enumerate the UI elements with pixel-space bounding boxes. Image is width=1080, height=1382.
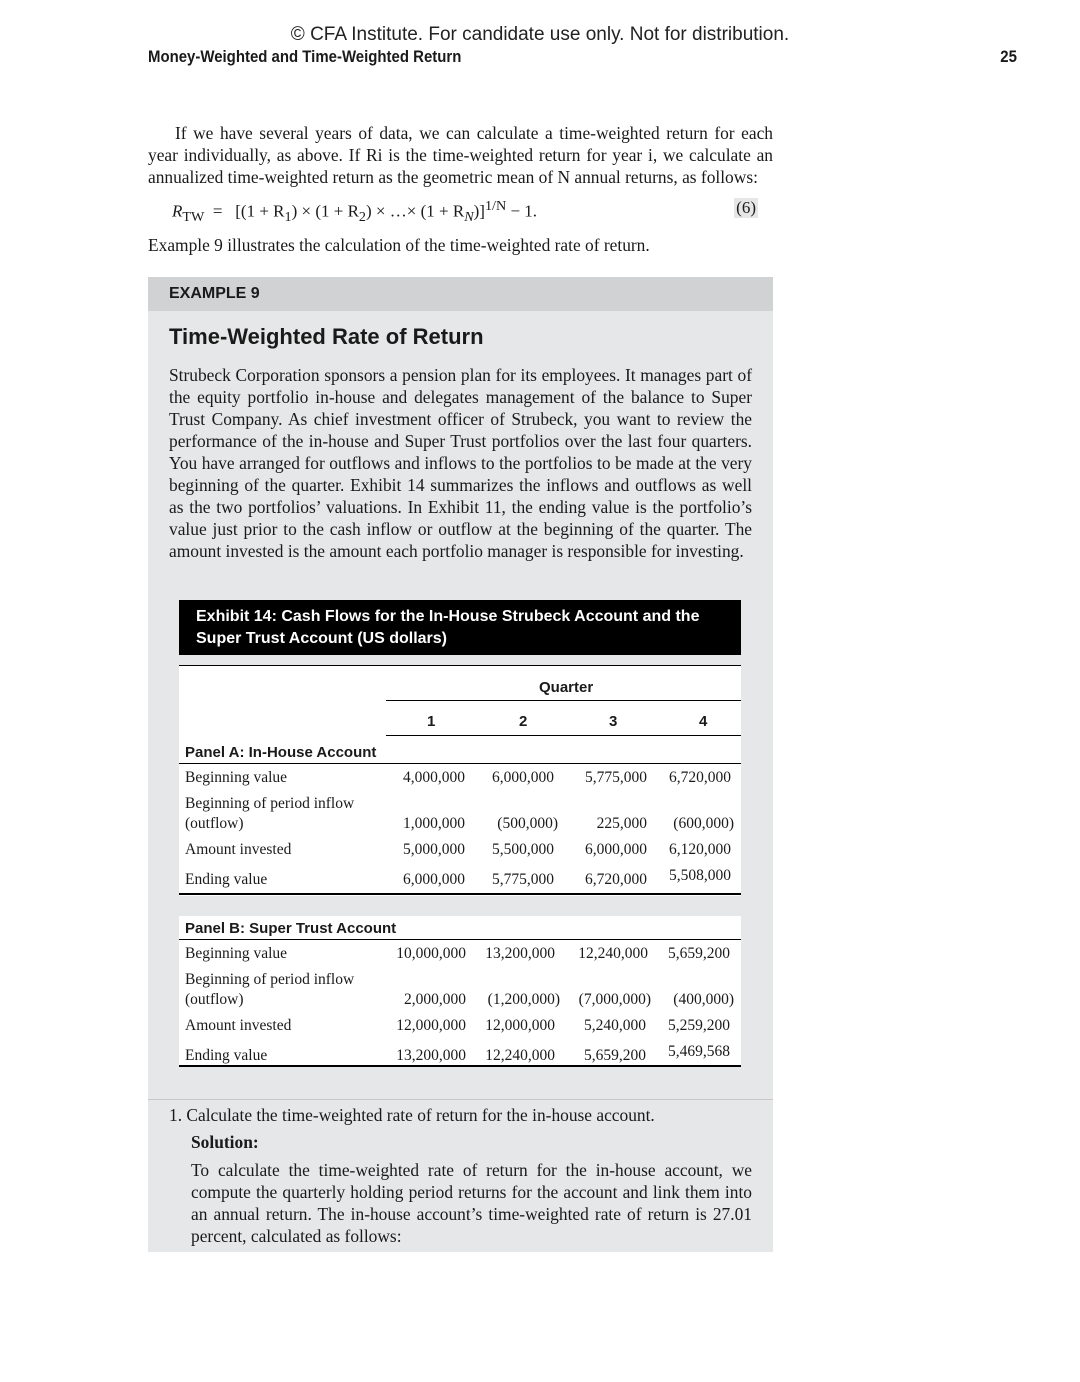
table-cell: 5,240,000 [584,1017,646,1034]
exhibit-title-bar [179,600,741,655]
quarter-col-2: 2 [519,713,528,730]
table-cell: 4,000,000 [403,769,465,786]
equation-formula: $R_{TW}$ = [$(1 + R_1) \times (1 + R_2)$ × …× $(1 + R_N)]^{1/N} - 1$. [172,198,538,226]
table-cell: 12,000,000 [485,1017,555,1034]
running-head: Money-Weighted and Time-Weighted Return [148,47,462,66]
table-cell: (600,000) [673,815,734,832]
table-cell: 6,000,000 [403,871,465,888]
table-cell: 6,000,000 [585,841,647,858]
solution-text: To calculate the time-weighted rate of return for the in-house account, we compute the quarterly holding period returns for the account and link them into an annual return. The in-house account’s time-weighted rate of return is 27.01 percent, calculated as follows: [191,1160,752,1246]
row-label: Amount invested [185,1017,292,1034]
table-cell: (7,000,000) [578,991,651,1008]
table-cell: 6,720,000 [585,871,647,888]
table-cell: 225,000 [596,815,647,832]
question-separator [148,1099,773,1100]
table-cell: 5,775,000 [492,871,554,888]
panel-a-bottom-rule [179,893,741,895]
table-cell: 12,240,000 [578,945,648,962]
example-header-bar [148,277,773,311]
panel-a-rule [179,763,741,764]
table-cell: 5,659,200 [584,1047,646,1064]
row-label-cont: (outflow) [185,991,244,1008]
table-cell: 5,508,000 [669,867,731,884]
table-cell: 10,000,000 [396,945,466,962]
panel-b-rule [179,939,741,940]
table-cell: 5,775,000 [585,769,647,786]
quarter-header: Quarter [539,679,594,696]
row-label: Beginning value [185,769,288,786]
table-cell: 2,000,000 [404,991,466,1008]
table-cell: (500,000) [497,815,558,832]
quarter-col-3: 3 [609,713,618,730]
table-cell: 6,000,000 [492,769,554,786]
exhibit-14-table [179,665,741,1067]
panel-a-title: Panel A: In-House Account [185,744,377,761]
quarter-numbers-rule [386,735,741,736]
row-label: Beginning of period inflow [185,971,355,988]
example-intro-sentence: Example 9 illustrates the calculation of the time-weighted rate of return. [148,235,650,255]
table-cell: 12,000,000 [396,1017,466,1034]
table-cell: 5,500,000 [492,841,554,858]
table-cell: 5,659,200 [668,945,730,962]
row-label: Beginning value [185,945,288,962]
example-body: Strubeck Corporation sponsors a pension plan for its employees. It manages part of the equity portfolio in-house and delegates management of the balance to Super Trust Company. As chief investment officer of Strubeck, you want to review the performance of the in-house and Super Trust portfolios over the last four quarters. You have arranged for outflows and inflows to the portfolios to be made at the very beginning of the quarter. Exhibit 14 summarizes the inflows and outflows as well as the two portfolios’ valuations. In Exhibit 11, the ending value is the portfolio’s value just prior to the cash inflow or outflow at the beginning of the quarter. The amount invested is the amount each portfolio manager is responsible for investing. [169,365,752,561]
row-label: Beginning of period inflow [185,795,355,812]
row-label: Ending value [185,1047,268,1064]
table-cell: 6,720,000 [669,769,731,786]
example-9-box [148,277,773,1252]
exhibit-title: Exhibit 14: Cash Flows for the In-House Strubeck Account and the Super Trust Account (US dollars) [196,608,700,647]
table-top-rule [179,665,741,666]
row-label: Amount invested [185,841,292,858]
quarter-col-1: 1 [427,713,436,730]
panel-b-bottom-rule [179,1065,741,1067]
table-cell: 5,469,568 [668,1043,730,1060]
table-cell: 13,200,000 [485,945,555,962]
panel-gap [179,896,741,916]
equation-6 [172,198,758,224]
panel-b-title: Panel B: Super Trust Account [185,920,397,937]
table-cell: 12,240,000 [485,1047,555,1064]
question-1: 1. Calculate the time-weighted rate of return for the in-house account. [169,1105,655,1125]
row-label-cont: (outflow) [185,815,244,832]
intro-paragraph: If we have several years of data, we can calculate a time-weighted return for each year individually, as above. If Ri is the time-weighted return for year i, we calculate an annualized time-weighted return as the geometric mean of N annual returns, as follows: [148,123,773,187]
page-number: 25 [1000,47,1017,66]
table-cell: (1,200,000) [487,991,560,1008]
copyright-notice: © CFA Institute. For candidate use only. Not for distribution. [290,24,790,45]
table-cell: 5,259,200 [668,1017,730,1034]
table-cell: 5,000,000 [403,841,465,858]
table-cell: 1,000,000 [403,815,465,832]
quarter-rule [386,700,741,701]
table-cell: 6,120,000 [669,841,731,858]
example-title: Time-Weighted Rate of Return [169,324,484,349]
example-label: EXAMPLE 9 [169,285,260,302]
quarter-col-4: 4 [699,713,708,730]
table-cell: 13,200,000 [396,1047,466,1064]
solution-label: Solution: [191,1132,259,1152]
equation-number: (6) [736,198,756,217]
row-label: Ending value [185,871,268,888]
table-cell: (400,000) [673,991,734,1008]
